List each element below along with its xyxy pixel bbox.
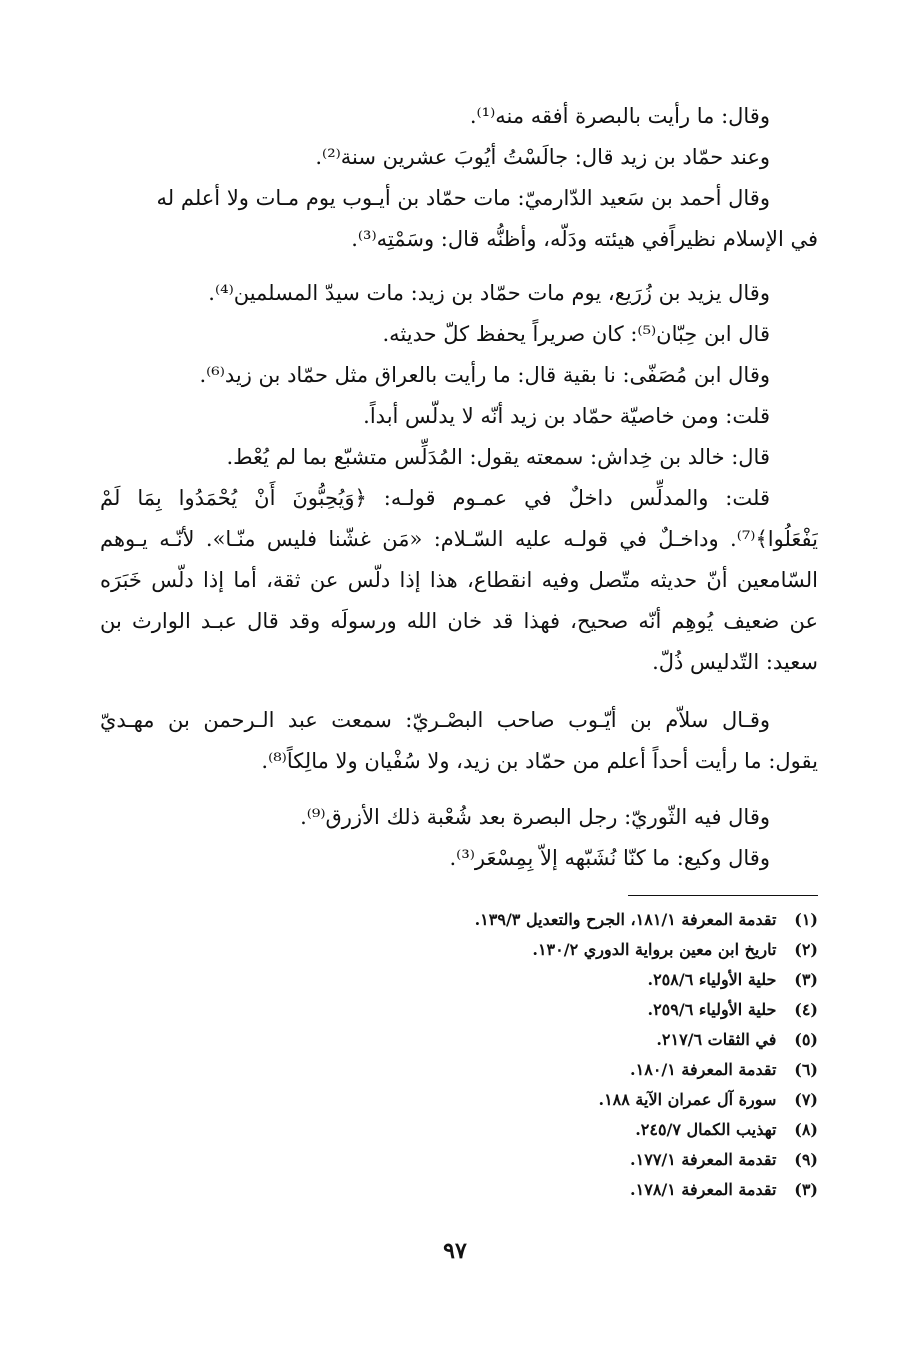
text-line: سعيد: التّدليس ذُلّ.: [652, 650, 818, 674]
body-text-group-3: [100, 700, 818, 782]
footnote-text: تقدمة المعرفة ١٨١/١، الجرح والتعديل ١٣٩/٣.: [474, 910, 777, 929]
page-number: ٩٧: [443, 1238, 467, 1264]
footnote-text: تاريخ ابن معين برواية الدوري ١٣٠/٢.: [532, 940, 777, 959]
footnote-number: (٣): [794, 970, 818, 989]
footnote-text: تقدمة المعرفة ١٧٧/١.: [630, 1150, 777, 1169]
text-line: وقال ابن مُصَفّى: نا بقية قال: ما رأيت بالعراق مثل حمّاد بن زيد⁽⁶⁾.: [199, 363, 770, 387]
footnote: [218, 935, 818, 965]
text-line: وعند حمّاد بن زيد قال: جالَسْتُ أيُوبَ عشرين سنة⁽²⁾.: [315, 145, 770, 169]
text-line: وقال وكيع: ما كنّا نُشَبّهه إلاّ بِمِسْعَر⁽³⁾.: [449, 846, 770, 870]
footnote-number: (٦): [794, 1060, 818, 1079]
footnote: [218, 1085, 818, 1115]
text-line: وقال أحمد بن سَعيد الدّارميّ: مات حمّاد بن أيـوب يوم مـات ولا أعلم له: [156, 186, 770, 210]
footnote-text: تهذيب الكمال ٢٤٥/٧.: [635, 1120, 777, 1139]
footnote-text: تقدمة المعرفة ١٧٨/١.: [630, 1180, 777, 1199]
footnote-number: (٤): [794, 1000, 818, 1019]
text-line: وقال: ما رأيت بالبصرة أفقه منه⁽¹⁾.: [469, 104, 770, 128]
footnote-number: (٧): [794, 1090, 818, 1109]
footnote-number: (١): [794, 910, 818, 929]
footnote: [218, 1025, 818, 1055]
text-line: في الإسلام نظيراًفي هيئته ودَلّه، وأظنُّه قال: وسَمْتِه⁽³⁾.: [351, 227, 818, 251]
footnote-number: (٨): [794, 1120, 818, 1139]
text-line: قلت: والمدلِّس داخلٌ في عمـوم قولـه: ﴿وَيُحِبُّونَ أَنْ يُحْمَدُوا بِمَا لَمْ: [100, 486, 770, 510]
text-line: قلت: ومن خاصيّة حمّاد بن زيد أنّه لا يدلّس أبداً.: [363, 404, 770, 428]
footnote-number: (٩): [794, 1150, 818, 1169]
text-line: قال ابن حِبّان⁽⁵⁾: كان صريراً يحفظ كلّ حديثه.: [382, 322, 770, 346]
body-text-group-1: [100, 96, 818, 260]
text-line: عن ضعيف يُوهِم أنّه صحيح، فهذا قد خان الله ورسولَه وقد قال عبـد الوارث بن: [100, 609, 818, 633]
footnote: [218, 1055, 818, 1085]
footnote-text: تقدمة المعرفة ١٨٠/١.: [630, 1060, 777, 1079]
footnote: [218, 1115, 818, 1145]
footnote-number: (٥): [794, 1030, 818, 1049]
footnotes: [218, 905, 818, 1205]
footnote-number: (٢): [794, 940, 818, 959]
footnote-text: حلية الأولياء ٢٥٨/٦.: [647, 970, 777, 989]
footnote-number: (٣): [794, 1180, 818, 1199]
footnote-divider: [628, 895, 818, 896]
text-line: وقال فيه الثّوريّ: رجل البصرة بعد شُعْبة ذلك الأزرق⁽⁹⁾.: [300, 805, 770, 829]
text-line: يَفْعَلُوا﴾⁽⁷⁾. وداخـلٌ في قولـه عليه السّـلام: «مَن غشّنا فليس منّـا». لأنّـه يـوهم: [100, 527, 818, 551]
footnote-text: في الثقات ٢١٧/٦.: [656, 1030, 777, 1049]
text-line: يقول: ما رأيت أحداً أعلم من حمّاد بن زيد، ولا سُفْيان ولا مالِكاً⁽⁸⁾.: [261, 749, 818, 773]
body-text-group-2: [100, 273, 818, 683]
footnote-text: سورة آل عمران الآية ١٨٨.: [598, 1090, 777, 1109]
footnote: [218, 1175, 818, 1205]
text-line: وقـال سلاّم بن أيّـوب صاحب البصْـريّ: سمعت عبد الـرحمن بن مهـديّ: [100, 708, 770, 732]
footnote: [218, 995, 818, 1025]
footnote: [218, 905, 818, 935]
footnote: [218, 965, 818, 995]
footnote: [218, 1145, 818, 1175]
text-line: وقال يزيد بن زُرَيع، يوم مات حمّاد بن زيد: مات سيدّ المسلمين⁽⁴⁾.: [208, 281, 770, 305]
text-line: قال: خالد بن خِداش: سمعته يقول: المُدَلِّس متشبّع بما لم يُعْط.: [226, 445, 770, 469]
body-text-group-4: [100, 797, 818, 879]
footnote-text: حلية الأولياء ٢٥٩/٦.: [647, 1000, 777, 1019]
text-line: السّامعين أنّ حديثه متّصل وفيه انقطاع، هذا إذا دلّس عن ثقة، أما إذا دلّس خَبَرَه: [100, 568, 818, 592]
